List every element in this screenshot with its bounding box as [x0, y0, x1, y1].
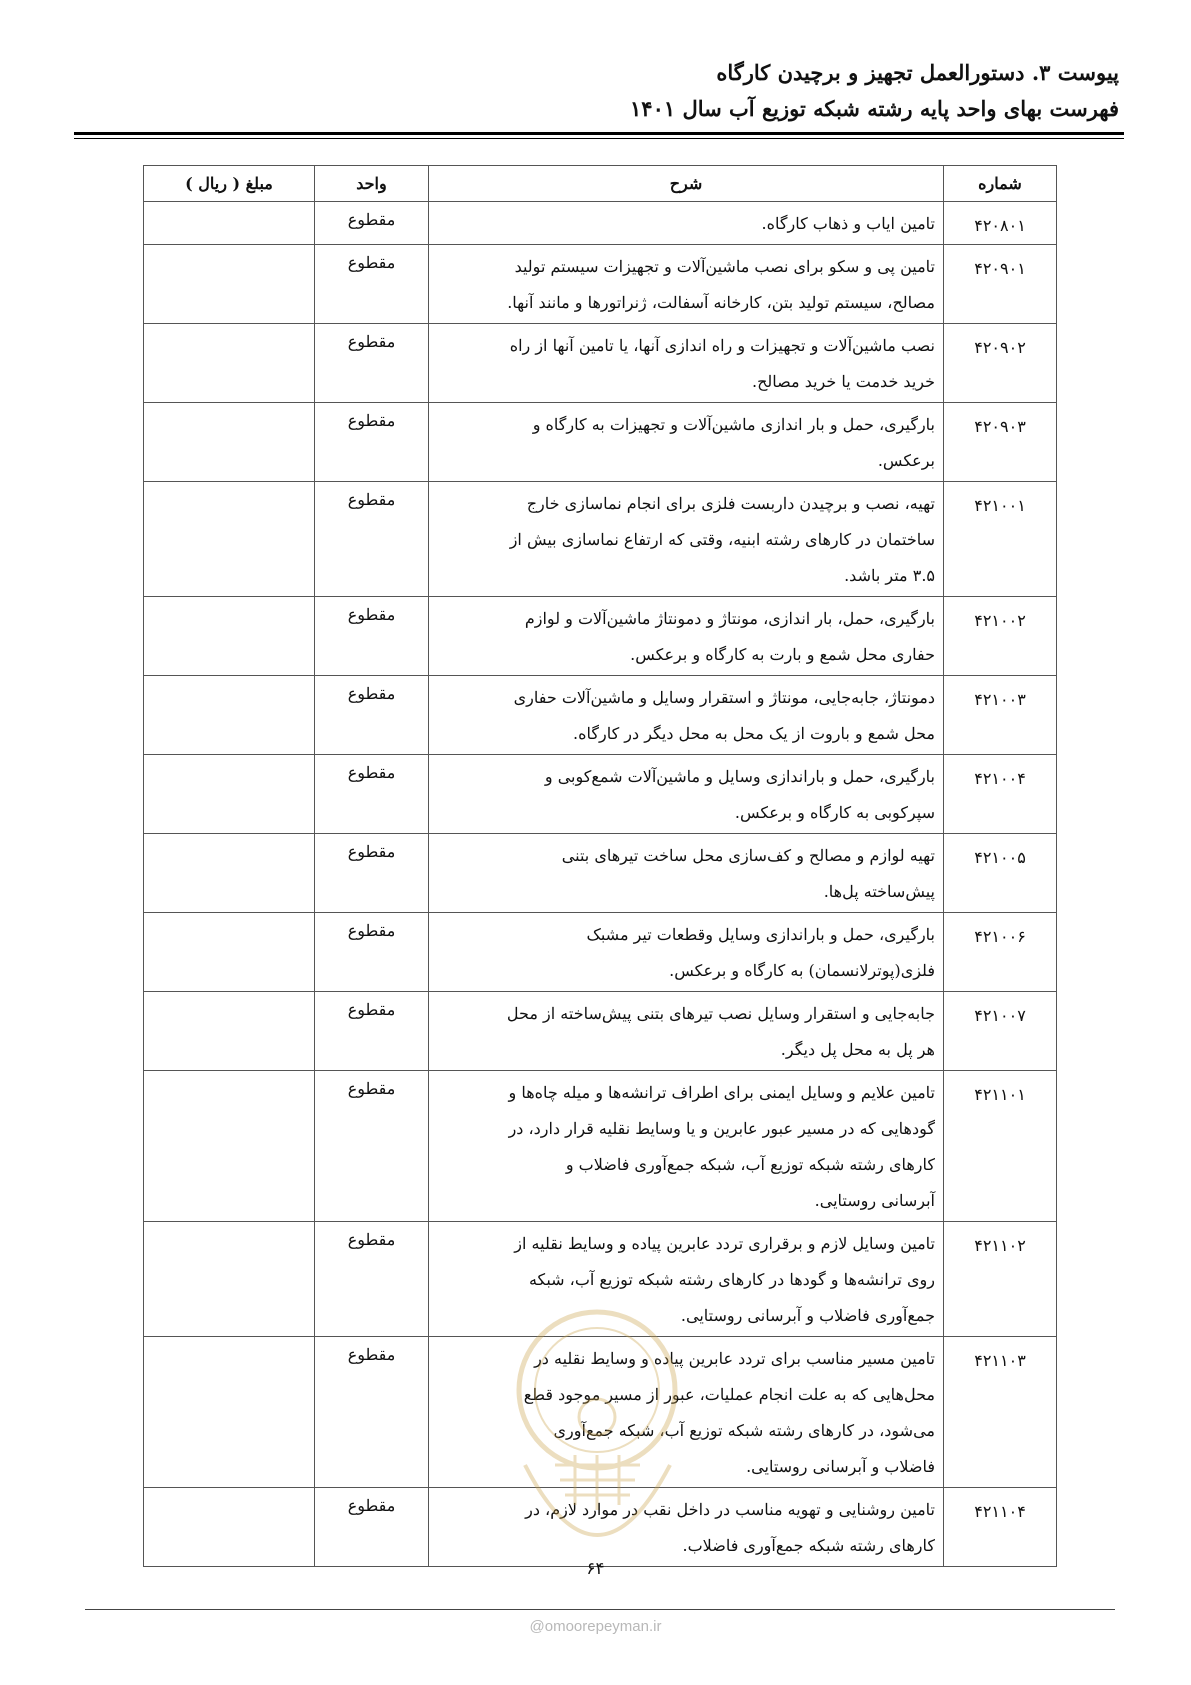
description-line: حفاری محل شمع و بارت به کارگاه و برعکس.	[630, 645, 935, 664]
row-description	[429, 403, 944, 482]
row-description	[429, 482, 944, 597]
row-amount	[144, 1488, 315, 1567]
description-line: تامین علایم و وسایل ایمنی برای اطراف ترانشه‌ها و میله چاه‌ها و	[508, 1083, 935, 1102]
description-line: بارگیری، حمل و باراندازی وسایل وقطعات تیر مشبک	[586, 925, 935, 944]
description-line: آبرسانی روستایی.	[814, 1191, 935, 1210]
row-description	[429, 1071, 944, 1222]
row-unit: مقطوع	[315, 202, 429, 245]
row-unit: مقطوع	[315, 1071, 429, 1222]
description-line: تامین روشنایی و تهویه مناسب در داخل نقب در موارد لازم، در	[525, 1500, 935, 1519]
row-amount	[144, 913, 315, 992]
description-line: جابه‌جایی و استقرار وسایل نصب تیرهای بتنی پیش‌ساخته از محل	[506, 1004, 935, 1023]
description-line: بارگیری، حمل، بار اندازی، مونتاژ و دمونتاژ ماشین‌آلات و لوازم	[524, 609, 935, 628]
page-number: ۶۴	[586, 1559, 605, 1579]
description-line: فاضلاب و آبرسانی روستایی.	[746, 1457, 935, 1476]
row-description	[429, 676, 944, 755]
table-row	[144, 324, 1057, 403]
description-line: پیش‌ساخته پل‌ها.	[823, 882, 935, 901]
row-unit: مقطوع	[315, 245, 429, 324]
header-number: شماره	[944, 166, 1057, 202]
row-unit: مقطوع	[315, 482, 429, 597]
row-number: ۴۲۱۰۰۴	[944, 755, 1057, 834]
table-row	[144, 403, 1057, 482]
row-description	[429, 992, 944, 1071]
description-line: دمونتاژ، جابه‌جایی، مونتاژ و استقرار وسایل و ماشین‌آلات حفاری	[513, 688, 935, 707]
description-line: تهیه لوازم و مصالح و کف‌سازی محل ساخت تیرهای بتنی	[561, 846, 935, 865]
row-amount	[144, 245, 315, 324]
header-unit: واحد	[315, 166, 429, 202]
description-line: می‌شود، در کارهای رشته شبکه توزیع آب، شبکه جمع‌آوری	[553, 1421, 935, 1440]
row-description	[429, 1222, 944, 1337]
row-number: ۴۲۰۸۰۱	[944, 202, 1057, 245]
table-row	[144, 202, 1057, 245]
row-description	[429, 755, 944, 834]
table-row	[144, 992, 1057, 1071]
row-amount	[144, 676, 315, 755]
header-title-appendix: پیوست ۳. دستورالعمل تجهیز و برچیدن کارگاه	[716, 60, 1119, 85]
table-row	[144, 245, 1057, 324]
row-description	[429, 1337, 944, 1488]
description-line: ۳.۵ متر باشد.	[844, 566, 935, 585]
row-amount	[144, 597, 315, 676]
row-description	[429, 834, 944, 913]
row-unit: مقطوع	[315, 1488, 429, 1567]
description-line: مصالح، سیستم تولید بتن، کارخانه آسفالت، ژنراتورها و مانند آنها.	[507, 293, 935, 312]
header-rule-thin	[74, 138, 1124, 139]
description-line: کارهای رشته شبکه توزیع آب، شبکه جمع‌آوری فاضلاب و	[565, 1155, 935, 1174]
table-row	[144, 913, 1057, 992]
table-row	[144, 1488, 1057, 1567]
description-line: ساختمان در کارهای رشته ابنیه، وقتی که ارتفاع نماسازی بیش از	[509, 530, 935, 549]
row-amount	[144, 992, 315, 1071]
footer-rule	[85, 1609, 1115, 1610]
table-row	[144, 676, 1057, 755]
row-number: ۴۲۱۱۰۲	[944, 1222, 1057, 1337]
row-amount	[144, 1222, 315, 1337]
description-line: برعکس.	[877, 451, 935, 470]
row-description	[429, 245, 944, 324]
watermark-url: @omoorepeyman.ir	[529, 1618, 662, 1635]
row-number: ۴۲۰۹۰۳	[944, 403, 1057, 482]
row-unit: مقطوع	[315, 992, 429, 1071]
row-amount	[144, 1071, 315, 1222]
row-unit: مقطوع	[315, 403, 429, 482]
header-description: شرح	[429, 166, 944, 202]
table-row	[144, 1071, 1057, 1222]
row-number: ۴۲۱۰۰۳	[944, 676, 1057, 755]
price-table	[143, 165, 1057, 1567]
description-line: تامین وسایل لازم و برقراری تردد عابرین پیاده و وسایط نقلیه از	[514, 1234, 935, 1253]
row-amount	[144, 403, 315, 482]
table-row	[144, 834, 1057, 913]
row-amount	[144, 202, 315, 245]
row-unit: مقطوع	[315, 676, 429, 755]
row-number: ۴۲۱۰۰۲	[944, 597, 1057, 676]
row-amount	[144, 755, 315, 834]
row-number: ۴۲۱۰۰۶	[944, 913, 1057, 992]
row-amount	[144, 834, 315, 913]
row-unit: مقطوع	[315, 1337, 429, 1488]
row-unit: مقطوع	[315, 597, 429, 676]
row-amount	[144, 1337, 315, 1488]
row-unit: مقطوع	[315, 755, 429, 834]
row-number: ۴۲۰۹۰۱	[944, 245, 1057, 324]
row-description	[429, 597, 944, 676]
description-line: سپرکوبی به کارگاه و برعکس.	[734, 803, 935, 822]
table-row	[144, 755, 1057, 834]
description-line: تامین پی و سکو برای نصب ماشین‌آلات و تجهیزات سیستم تولید	[514, 257, 935, 276]
table-header-row	[144, 166, 1057, 202]
row-number: ۴۲۱۱۰۳	[944, 1337, 1057, 1488]
description-line: هر پل به محل پل دیگر.	[780, 1040, 935, 1059]
header-amount: مبلغ ( ریال )	[144, 166, 315, 202]
description-line: گودهایی که در مسیر عبور عابرین و یا وسایط نقلیه قرار دارد، در	[508, 1119, 935, 1138]
description-line: روی ترانشه‌ها و گودها در کارهای رشته شبکه توزیع آب، شبکه	[528, 1270, 935, 1289]
description-line: جمع‌آوری فاضلاب و آبرسانی روستایی.	[680, 1306, 935, 1325]
row-number: ۴۲۱۰۰۷	[944, 992, 1057, 1071]
description-line: فلزی(پوترلانسمان) به کارگاه و برعکس.	[669, 961, 935, 980]
row-number: ۴۲۱۱۰۴	[944, 1488, 1057, 1567]
header-title-pricelist: فهرست بهای واحد پایه رشته شبکه توزیع آب سال ۱۴۰۱	[630, 96, 1119, 121]
row-unit: مقطوع	[315, 834, 429, 913]
description-line: خرید خدمت یا خرید مصالح.	[752, 372, 935, 391]
description-line: محل‌هایی که به علت انجام عملیات، عبور از مسیر موجود قطع	[523, 1385, 935, 1404]
row-number: ۴۲۰۹۰۲	[944, 324, 1057, 403]
description-line: بارگیری، حمل و بار اندازی ماشین‌آلات و تجهیزات به کارگاه و	[532, 415, 935, 434]
row-number: ۴۲۱۰۰۱	[944, 482, 1057, 597]
row-description	[429, 1488, 944, 1567]
row-number: ۴۲۱۱۰۱	[944, 1071, 1057, 1222]
row-amount	[144, 324, 315, 403]
description-line: نصب ماشین‌آلات و تجهیزات و راه اندازی آنها، یا تامین آنها از راه	[509, 336, 935, 355]
row-unit: مقطوع	[315, 913, 429, 992]
table-row	[144, 482, 1057, 597]
description-line: بارگیری، حمل و باراندازی وسایل و ماشین‌آلات شمع‌کوبی و	[544, 767, 935, 786]
description-line: تامین ایاب و ذهاب کارگاه.	[761, 214, 935, 233]
table-row	[144, 1222, 1057, 1337]
header-rule-thick	[74, 132, 1124, 135]
row-description	[429, 913, 944, 992]
description-line: کارهای رشته شبکه جمع‌آوری فاضلاب.	[682, 1536, 935, 1555]
row-description	[429, 202, 944, 245]
description-line: محل شمع و باروت از یک محل به محل دیگر در کارگاه.	[573, 724, 935, 743]
page-header	[69, 58, 1119, 126]
table-body	[144, 202, 1057, 1567]
description-line: تهیه، نصب و برچیدن داربست فلزی برای انجام نماسازی خارج	[526, 494, 935, 513]
row-description	[429, 324, 944, 403]
table-row	[144, 1337, 1057, 1488]
table-row	[144, 597, 1057, 676]
row-number: ۴۲۱۰۰۵	[944, 834, 1057, 913]
row-unit: مقطوع	[315, 1222, 429, 1337]
row-amount	[144, 482, 315, 597]
description-line: تامین مسیر مناسب برای تردد عابرین پیاده و وسایط نقلیه در	[534, 1349, 935, 1368]
row-unit: مقطوع	[315, 324, 429, 403]
